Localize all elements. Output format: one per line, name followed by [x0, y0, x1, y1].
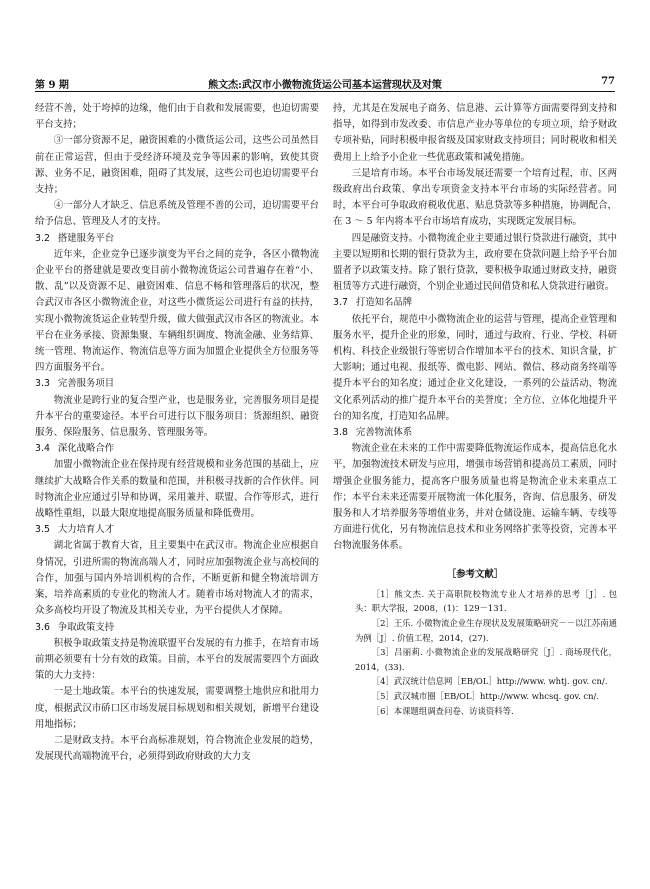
references-title: ［参考文献］	[446, 568, 504, 580]
paragraph: 物流业是跨行业的复合型产业，也是服务业，完善服务项目是提升本平台的重要途径。本平台可进行以下服务项目：货源组织、融资服务、保险服务、信息服务、管理服务等。	[35, 394, 319, 439]
reference-text: 武汉统计信息网［EB/OL］http://www. whtj. gov. cn/.	[393, 676, 608, 687]
section-title: 完善服务项目	[57, 378, 115, 390]
section-number: 3.4	[35, 443, 50, 455]
section-heading	[35, 376, 319, 392]
page-number: 77	[601, 76, 615, 87]
reference-item	[333, 704, 617, 719]
paragraph: 积极争取政策支持是物流联盟平台发展的有力推手，在培育市场前期必须要有十分有效的政策。目前，本平台的发展需要四个方面政策的大力支持：	[35, 637, 319, 682]
section-heading	[35, 522, 319, 538]
section-number: 3.6	[35, 621, 50, 633]
section-number: 3.7	[333, 297, 348, 309]
paragraph: 一是土地政策。本平台的快速发展，需要调整土地供应和批用力度，根据武汉市硚口区市场发展目标规划和相关规划，新增平台建设用地指标；	[35, 686, 319, 730]
right-column-body	[333, 101, 617, 555]
section-heading	[35, 620, 319, 636]
reference-number: ［2］	[371, 618, 394, 629]
reference-number: ［6］	[371, 705, 394, 716]
reference-item	[333, 645, 617, 674]
section-number: 3.3	[35, 378, 50, 390]
paragraph: 湖北省属于教育大省，且主要集中在武汉市。物流企业应根据自身情况，引进所需的物流高端人才，同时应加强物流企业与高校间的合作，加强与国内外培训机构的合作，不断更新和健全物流培训方案，培养高素质的专业化的物流人才。随着市场对物流人才的需求，众多高校均开设了物流及其相关专业，为平台提供人才保障。	[35, 540, 319, 617]
issue-number: 第 9 期	[35, 80, 69, 91]
section-heading	[35, 231, 319, 247]
section-heading	[35, 441, 319, 457]
paragraph: 四是融资支持。小微物流企业主要通过银行贷款进行融资，其中主要以短期和长期的银行贷款为主，政府要在贷款问题上给予平台加盟者予以政策支持。除了银行贷款，要积极争取通过财政支持，融资租赁等方式进行融资，个别企业通过民间借贷和私人贷款进行融资。	[333, 232, 617, 293]
reference-item	[333, 674, 617, 689]
section-title: 大力培育人才	[57, 524, 115, 536]
reference-number: ［3］	[371, 647, 394, 658]
section-number: 3.8	[333, 427, 348, 439]
section-title: 完善物流体系	[355, 427, 413, 439]
section-heading	[333, 295, 617, 311]
reference-number: ［5］	[371, 691, 394, 702]
reference-item	[333, 587, 617, 616]
reference-text: 武汉城市圈［EB/OL］http://www. whcsq. gov. cn/.	[393, 691, 599, 702]
paragraph: ③一部分资源不足，融资困难的小微货运公司，这些公司虽然目前在正常运营，但由于受经济环境及竞争等因素的影响，致使其资源、业务不足，融资困难，阻碍了其发展，这些公司也迫切需要平台支持；	[35, 135, 319, 196]
right-column	[333, 101, 617, 718]
section-title: 争取政策支持	[57, 621, 115, 633]
reference-number: ［4］	[371, 676, 394, 687]
reference-text: 王乐. 小微物流企业生存现状及发展策略研究－－以江苏南通为例［J］. 价值工程，2014，(27).	[355, 618, 617, 643]
reference-item	[333, 616, 617, 645]
reference-text: 熊文杰. 关于高职院校物流专业人才培养的思考［J］. 包头：职大学报，2008，(1)：129－131.	[355, 588, 617, 614]
paragraph: 二是财政支持。本平台高标准规划，符合物流企业发展的趋势，发展现代高端物流平台，必须得到政府财政的大力支	[35, 734, 319, 763]
section-heading	[333, 425, 617, 441]
reference-text: 本课题组调查问卷、访谈资料等.	[393, 705, 514, 716]
references-list	[333, 587, 617, 718]
reference-text: 吕丽莉. 小微物流企业的发展战略研究［J］. 商场现代化，2014，(33).	[355, 647, 617, 672]
paragraph: ④一部分人才缺乏、信息系统及管理不善的公司，迫切需要平台给予信息、管理及人才的支持。	[35, 200, 319, 228]
section-title: 打造知名品牌	[355, 297, 413, 309]
running-title: 熊文杰:武汉市小微物流货运公司基本运营现状及对策	[208, 80, 442, 91]
paragraph: 三是培育市场。本平台市场发展还需要一个培育过程，市、区两级政府出台政策、拿出专项资金支持本平台市场的实际经营者。同时，本平台可争取政府税收优惠、贴息贷款等多种措施，协调配合，在 3 ～ 5 年内将本平台市场培育成功，实现既定发展目标。	[333, 167, 617, 228]
section-number: 3.5	[35, 524, 50, 536]
paragraph: 近年来，企业竞争已逐步演变为平台之间的竞争，各区小微物流企业平台的搭建就是要改变目前小微物流货运公司普遍存在着“小、散、乱”以及资源不足、融资困难、信息不畅和管理落后的状况，整合武汉市各区小微物流企业，对这些小微货运公司进行有益的扶持，实现小微物流货运企业转型升级，做大做强武汉市各区的物流业。本平台在业务承接、资源集聚、车辆组织调度、物流金融、业务结算、统一管理、物流运作、物流信息等方面为加盟企业提供全方位服务等四方面服务平台。	[35, 248, 319, 374]
paragraph: 经营不善，处于垮掉的边缘，他们由于自救和发展需要，也迫切需要平台支持；	[35, 103, 319, 131]
paragraph: 依托平台，规范中小微物流企业的运营与管理，提高企业管理和服务水平，提升企业的形象，同时，通过与政府、行业、学校、科研机构、科技企业级银行等密切合作增加本平台的技术、知识含量，扩大影响；通过电视、报纸等、微电影、网站、微信、移动商务终端等提升本平台的知名度；通过企业文化建设，一系列的公益活动、物流文化系列活动的推广提升本平台的美誉度；全方位、立体化地提升平台的知名度，打造知名品牌。	[333, 313, 617, 422]
left-column	[35, 101, 319, 765]
reference-item	[333, 689, 617, 704]
section-title: 搭建服务平台	[57, 232, 115, 244]
paragraph: 物流企业在未来的工作中需要降低物流运作成本，提高信息化水平，加强物流技术研发与应用，增强市场营销和提高员工素质，同时增强企业服务能力，提高客户服务质量也将是物流企业未来重点工作；本平台未来还需要开展物流一体化服务，咨询、信息服务、研发服务和人才培养服务等增值业务，并对仓储设施、运输车辆、专线等方面进行优化，另有物流信息技术和业务网络扩张等投资，完善本平台物流服务体系。	[333, 443, 617, 552]
paragraph: 加盟小微物流企业在保持现有经营规模和业务范围的基础上，应继续扩大战略合作关系的数量和范围，并积极寻找新的合作伙伴。同时物流企业应通过引导和协调，采用兼并、联盟、合作等形式，进行战略性重组，以最大限度地提高服务质量和降低费用。	[35, 459, 319, 520]
reference-number: ［1］	[371, 588, 394, 599]
section-title: 深化战略合作	[57, 443, 115, 455]
page-header	[35, 75, 615, 92]
paragraph: 持，尤其是在发展电子商务、信息港、云计算等方面需要得到支持和指导，如得到市发改委、市信息产业办等单位的专项立项，给予财政专项补贴，同时积极申报省级及国家财政支持项目；同时税收和相关费用上上给予小企业一些优惠政策和减免措施。	[333, 103, 617, 163]
section-number: 3.2	[35, 232, 50, 244]
